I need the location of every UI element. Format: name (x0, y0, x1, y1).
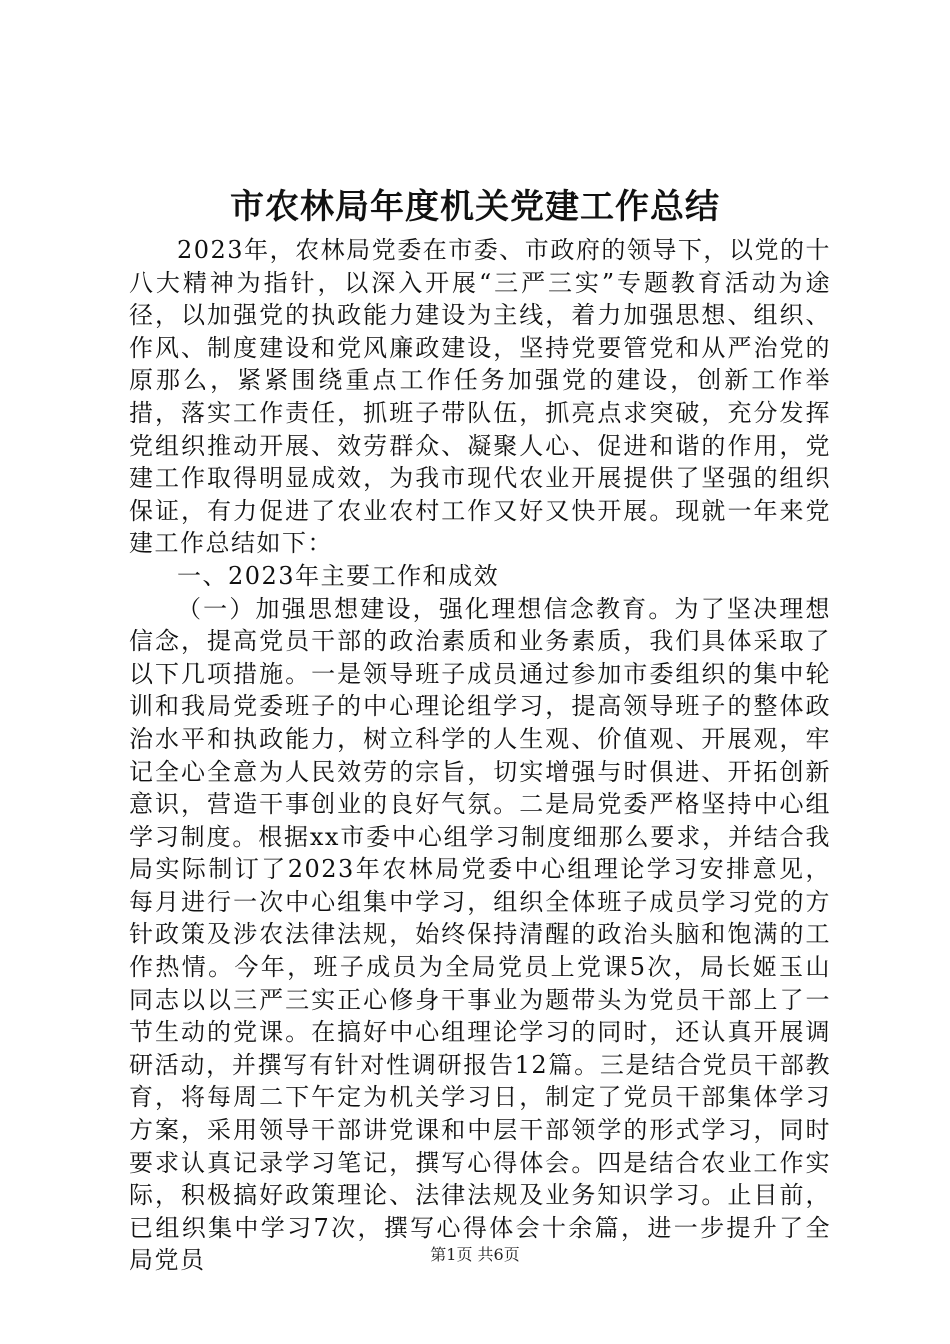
document-body (129, 234, 831, 1277)
page-footer: 第1页 共6页 (430, 1245, 520, 1264)
section-paragraph: （一）加强思想建设，强化理想信念教育。为了坚决理想信念，提高党员干部的政治素质和业务素质，我们具体采取了以下几项措施。一是领导班子成员通过参加市委组织的集中轮训和我局党委班子的中心理论组学习，提高领导班子的整体政治水平和执政能力，树立科学的人生观、价值观、开展观，牢记全心全意为人民效劳的宗旨，切实增强与时俱进、开拓创新意识，营造干事创业的良好气氛。二是局党委严格坚持中心组学习制度。根据xx市委中心组学习制度细那么要求，并结合我局实际制订了2023年农林局党委中心组理论学习安排意见，每月进行一次中心组集中学习，组织全体班子成员学习党的方针政策及涉农法律法规，始终保持清醒的政治头脑和饱满的工作热情。今年，班子成员为全局党员上党课5次，局长姬玉山同志以以三严三实正心修身干事业为题带头为党员干部上了一节生动的党课。在搞好中心组理论学习的同时，还认真开展调研活动，并撰写有针对性调研报告12篇。三是结合党员干部教育，将每周二下午定为机关学习日，制定了党员干部集体学习方案，采用领导干部讲党课和中层干部领学的形式学习，同时要求认真记录学习笔记，撰写心得体会。四是结合农业工作实际，积极搞好政策理论、法律法规及业务知识学习。止目前，已组织集中学习7次，撰写心得体会十余篇，进一步提升了全局党员 (129, 594, 831, 1275)
section-heading: 一、2023年主要工作和成效 (177, 561, 500, 590)
intro-paragraph: 2023年，农林局党委在市委、市政府的领导下，以党的十八大精神为指针，以深入开展“三严三实”专题教育活动为途径，以加强党的执政能力建设为主线，着力加强思想、组织、作风、制度建设和党风廉政建设，坚持党要管党和从严治党的原那么，紧紧围绕重点工作任务加强党的建设，创新工作举措，落实工作责任，抓班子带队伍，抓亮点求突破，充分发挥党组织推动开展、效劳群众、凝聚人心、促进和谐的作用，党建工作取得明显成效，为我市现代农业开展提供了坚强的组织保证，有力促进了农业农村工作又好又快开展。现就一年来党建工作总结如下： (129, 236, 831, 558)
document-title: 市农林局年度机关党建工作总结 (230, 187, 720, 227)
